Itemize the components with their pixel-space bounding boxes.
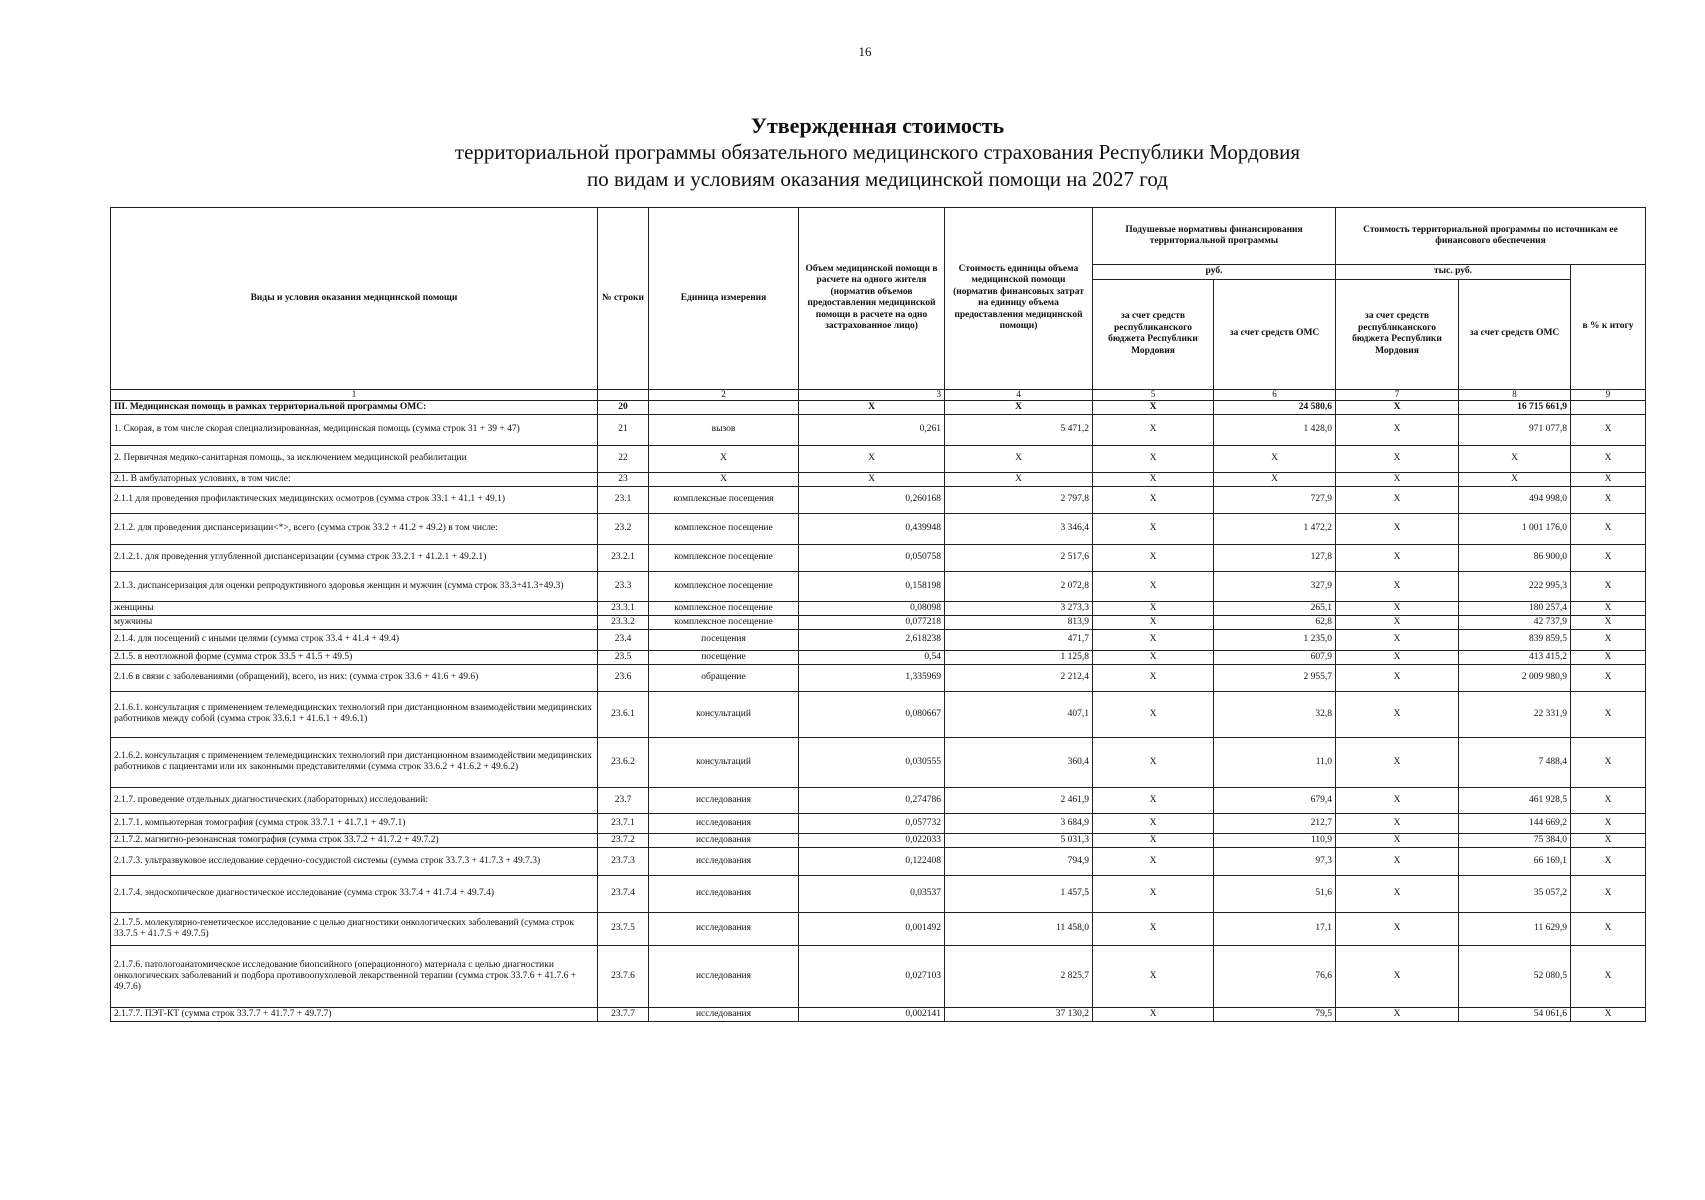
row-pc-oms: 51,6: [1214, 875, 1336, 912]
row-volume: 0,54: [799, 650, 945, 664]
table-row: [111, 486, 1646, 513]
row-name: 2. Первичная медико-санитарная помощь, за исключением медицинской реабилитации: [111, 445, 598, 472]
row-unit-cost: 3 346,4: [945, 513, 1093, 544]
row-number: 23.5: [598, 650, 649, 664]
row-unit: консультаций: [649, 737, 799, 787]
table-row: [111, 945, 1646, 1007]
row-cost-budget: X: [1336, 847, 1459, 875]
row-pc-budget: X: [1093, 513, 1214, 544]
row-name: 2.1. В амбулаторных условиях, в том числе:: [111, 472, 598, 486]
header-percent-total: в % к итогу: [1571, 265, 1646, 390]
row-number: 23.6.2: [598, 737, 649, 787]
col-number: 9: [1571, 389, 1646, 400]
row-pc-oms: 11,0: [1214, 737, 1336, 787]
row-volume: 0,050758: [799, 544, 945, 571]
col-number: [598, 389, 649, 400]
row-unit: посещения: [649, 629, 799, 650]
row-name: 2.1.7.1. компьютерная томография (сумма строк 33.7.1 + 41.7.1 + 49.7.1): [111, 813, 598, 833]
row-number: 23.7.6: [598, 945, 649, 1007]
row-cost-budget: X: [1336, 513, 1459, 544]
row-percent: X: [1571, 445, 1646, 472]
row-volume: X: [799, 400, 945, 414]
row-cost-budget: X: [1336, 813, 1459, 833]
row-volume: 0,001492: [799, 912, 945, 945]
row-cost-oms: 971 077,8: [1459, 414, 1571, 445]
table-row: [111, 650, 1646, 664]
header-per-capita-group: Подушевые нормативы финансирования территориальной программы: [1093, 208, 1336, 265]
row-percent: X: [1571, 472, 1646, 486]
table-row: [111, 544, 1646, 571]
row-unit-cost: 2 072,8: [945, 571, 1093, 601]
table-row: [111, 472, 1646, 486]
row-cost-budget: X: [1336, 486, 1459, 513]
row-number: 23: [598, 472, 649, 486]
row-unit: исследования: [649, 847, 799, 875]
row-cost-budget: X: [1336, 571, 1459, 601]
row-unit-cost: 2 797,8: [945, 486, 1093, 513]
row-name: женщины: [111, 601, 598, 615]
row-pc-oms: X: [1214, 445, 1336, 472]
table-row: [111, 912, 1646, 945]
row-pc-budget: X: [1093, 414, 1214, 445]
row-pc-budget: X: [1093, 629, 1214, 650]
row-pc-budget: X: [1093, 615, 1214, 629]
row-volume: 0,080667: [799, 691, 945, 737]
row-unit: [649, 400, 799, 414]
row-cost-budget: X: [1336, 664, 1459, 691]
row-pc-budget: X: [1093, 813, 1214, 833]
row-number: 20: [598, 400, 649, 414]
row-cost-oms: 144 669,2: [1459, 813, 1571, 833]
row-number: 23.7: [598, 787, 649, 813]
row-percent: X: [1571, 615, 1646, 629]
row-pc-oms: 17,1: [1214, 912, 1336, 945]
header-cost-budget: за счет средств республиканского бюджета Республики Мордовия: [1336, 279, 1459, 389]
row-unit: X: [649, 445, 799, 472]
row-cost-oms: 86 900,0: [1459, 544, 1571, 571]
row-percent: X: [1571, 650, 1646, 664]
row-cost-oms: 16 715 661,9: [1459, 400, 1571, 414]
row-pc-oms: X: [1214, 472, 1336, 486]
row-percent: X: [1571, 601, 1646, 615]
row-cost-budget: X: [1336, 1007, 1459, 1021]
row-unit: исследования: [649, 912, 799, 945]
header-thousand-rub: тыс. руб.: [1336, 265, 1571, 280]
row-number: 23.7.7: [598, 1007, 649, 1021]
row-unit: исследования: [649, 813, 799, 833]
row-pc-budget: X: [1093, 912, 1214, 945]
row-pc-oms: 2 955,7: [1214, 664, 1336, 691]
row-cost-oms: 839 859,5: [1459, 629, 1571, 650]
row-unit-cost: 11 458,0: [945, 912, 1093, 945]
row-percent: X: [1571, 414, 1646, 445]
row-unit-cost: 360,4: [945, 737, 1093, 787]
row-unit: комплексное посещение: [649, 615, 799, 629]
table-row: [111, 737, 1646, 787]
row-unit-cost: 407,1: [945, 691, 1093, 737]
row-cost-oms: 461 928,5: [1459, 787, 1571, 813]
table-row: [111, 445, 1646, 472]
row-name: 2.1.7.3. ультразвуковое исследование сердечно-сосудистой системы (сумма строк 33.7.3 + 41.7.3 + 49.7.3): [111, 847, 598, 875]
row-pc-oms: 212,7: [1214, 813, 1336, 833]
row-name: 2.1.7.2. магнитно-резонансная томография (сумма строк 33.7.2 + 41.7.2 + 49.7.2): [111, 833, 598, 847]
row-unit-cost: X: [945, 400, 1093, 414]
row-number: 23.7.1: [598, 813, 649, 833]
row-unit-cost: 2 517,6: [945, 544, 1093, 571]
row-cost-oms: 7 488,4: [1459, 737, 1571, 787]
row-cost-oms: 11 629,9: [1459, 912, 1571, 945]
row-percent: X: [1571, 1007, 1646, 1021]
table-row: [111, 629, 1646, 650]
col-number: 7: [1336, 389, 1459, 400]
row-volume: 0,077218: [799, 615, 945, 629]
page-number: 16: [858, 44, 872, 59]
row-number: 23.7.4: [598, 875, 649, 912]
row-percent: X: [1571, 664, 1646, 691]
row-name: 2.1.2. для проведения диспансеризации<*>, всего (сумма строк 33.2 + 41.2 + 49.2) в том числе:: [111, 513, 598, 544]
row-cost-oms: 22 331,9: [1459, 691, 1571, 737]
row-cost-budget: X: [1336, 833, 1459, 847]
row-unit-cost: 3 273,3: [945, 601, 1093, 615]
row-unit: консультаций: [649, 691, 799, 737]
row-number: 23.7.3: [598, 847, 649, 875]
row-name: 2.1.1 для проведения профилактических медицинских осмотров (сумма строк 33.1 + 41.1 + 49.1): [111, 486, 598, 513]
row-name: 2.1.2.1. для проведения углубленной диспансеризации (сумма строк 33.2.1 + 41.2.1 + 49.2.1): [111, 544, 598, 571]
col-number: 8: [1459, 389, 1571, 400]
row-name: 2.1.7.6. патологоанатомическое исследование биопсийного (операционного) материала с целью диагностики онкологических заболеваний и подбора противоопухолевой лекарственной терапии (сумма строк 33.7.6 + 41.7.6 + 49.7.6): [111, 945, 598, 1007]
row-cost-oms: 1 001 176,0: [1459, 513, 1571, 544]
row-pc-oms: 727,9: [1214, 486, 1336, 513]
row-percent: X: [1571, 486, 1646, 513]
table-row: [111, 813, 1646, 833]
row-pc-oms: 679,4: [1214, 787, 1336, 813]
table-row: [111, 847, 1646, 875]
row-number: 23.1: [598, 486, 649, 513]
row-pc-budget: X: [1093, 544, 1214, 571]
header-unit-cost: Стоимость единицы объема медицинской помощи (норматив финансовых затрат на единицу объема предоставления медицинской помощи): [945, 208, 1093, 390]
row-unit-cost: X: [945, 472, 1093, 486]
row-unit-cost: 5 471,2: [945, 414, 1093, 445]
row-cost-oms: 66 169,1: [1459, 847, 1571, 875]
row-cost-oms: 413 415,2: [1459, 650, 1571, 664]
row-number: 23.4: [598, 629, 649, 650]
row-cost-budget: X: [1336, 544, 1459, 571]
row-pc-budget: X: [1093, 664, 1214, 691]
row-name: 2.1.4. для посещений с иными целями (сумма строк 33.4 + 41.4 + 49.4): [111, 629, 598, 650]
row-pc-oms: 127,8: [1214, 544, 1336, 571]
row-pc-oms: 76,6: [1214, 945, 1336, 1007]
row-volume: 0,002141: [799, 1007, 945, 1021]
row-pc-oms: 24 580,6: [1214, 400, 1336, 414]
row-unit-cost: 471,7: [945, 629, 1093, 650]
row-unit-cost: 5 031,3: [945, 833, 1093, 847]
row-pc-oms: 607,9: [1214, 650, 1336, 664]
row-pc-oms: 327,9: [1214, 571, 1336, 601]
row-cost-budget: X: [1336, 629, 1459, 650]
row-pc-budget: X: [1093, 571, 1214, 601]
row-name: 2.1.6.2. консультация с применением телемедицинских технологий при дистанционном взаимодействии медицинских работников с пациентами или их законными представителями (сумма строк 33.6.2 + 41.6.2 + 49.6.2): [111, 737, 598, 787]
row-unit-cost: 813,9: [945, 615, 1093, 629]
row-cost-budget: X: [1336, 445, 1459, 472]
title-line-3: по видам и условиям оказания медицинской помощи на 2027 год: [587, 167, 1168, 191]
row-cost-budget: X: [1336, 787, 1459, 813]
row-number: 23.2.1: [598, 544, 649, 571]
row-pc-budget: X: [1093, 472, 1214, 486]
row-unit: исследования: [649, 945, 799, 1007]
header-unit: Единица измерения: [649, 208, 799, 390]
row-cost-oms: 54 061,6: [1459, 1007, 1571, 1021]
row-unit: комплексное посещение: [649, 544, 799, 571]
row-volume: 0,158198: [799, 571, 945, 601]
row-unit-cost: 3 684,9: [945, 813, 1093, 833]
row-cost-budget: X: [1336, 615, 1459, 629]
row-pc-oms: 1 428,0: [1214, 414, 1336, 445]
header-cost-group: Стоимость территориальной программы по источникам ее финансового обеспечения: [1336, 208, 1646, 265]
cost-table: [110, 207, 1646, 1022]
title-line-2: территориальной программы обязательного медицинского страхования Республики Мордовия: [454, 140, 1301, 164]
row-cost-budget: X: [1336, 414, 1459, 445]
row-volume: 2,618238: [799, 629, 945, 650]
row-cost-budget: X: [1336, 472, 1459, 486]
row-cost-oms: 2 009 980,9: [1459, 664, 1571, 691]
table-row: [111, 833, 1646, 847]
row-unit: комплексное посещение: [649, 513, 799, 544]
row-pc-oms: 79,5: [1214, 1007, 1336, 1021]
row-number: 23.7.5: [598, 912, 649, 945]
row-percent: X: [1571, 945, 1646, 1007]
row-volume: 0,260168: [799, 486, 945, 513]
row-number: 23.7.2: [598, 833, 649, 847]
row-pc-budget: X: [1093, 945, 1214, 1007]
row-unit: исследования: [649, 787, 799, 813]
row-name: 1. Скорая, в том числе скорая специализированная, медицинская помощь (сумма строк 31 + 39 + 47): [111, 414, 598, 445]
row-pc-budget: X: [1093, 875, 1214, 912]
row-unit: исследования: [649, 875, 799, 912]
row-unit-cost: 2 212,4: [945, 664, 1093, 691]
row-pc-oms: 1 235,0: [1214, 629, 1336, 650]
row-cost-budget: X: [1336, 875, 1459, 912]
row-volume: 1,335969: [799, 664, 945, 691]
row-volume: 0,027103: [799, 945, 945, 1007]
row-volume: 0,274786: [799, 787, 945, 813]
row-percent: X: [1571, 833, 1646, 847]
row-name: 2.1.6.1. консультация с применением телемедицинских технологий при дистанционном взаимодействии медицинских работников между собой (сумма строк 33.6.1 + 41.6.1 + 49.6.1): [111, 691, 598, 737]
row-cost-oms: X: [1459, 472, 1571, 486]
table-row: [111, 1007, 1646, 1021]
row-pc-oms: 110,9: [1214, 833, 1336, 847]
row-number: 23.6.1: [598, 691, 649, 737]
row-cost-budget: X: [1336, 737, 1459, 787]
row-percent: X: [1571, 691, 1646, 737]
row-percent: X: [1571, 571, 1646, 601]
row-percent: X: [1571, 875, 1646, 912]
row-pc-budget: X: [1093, 650, 1214, 664]
row-cost-budget: X: [1336, 650, 1459, 664]
row-number: 23.2: [598, 513, 649, 544]
row-pc-budget: X: [1093, 445, 1214, 472]
row-pc-budget: X: [1093, 847, 1214, 875]
row-number: 21: [598, 414, 649, 445]
row-volume: 0,122408: [799, 847, 945, 875]
row-unit-cost: X: [945, 445, 1093, 472]
row-name: III. Медицинская помощь в рамках территориальной программы ОМС:: [111, 400, 598, 414]
row-pc-budget: X: [1093, 691, 1214, 737]
row-name: 2.1.7.7. ПЭТ-КТ (сумма строк 33.7.7 + 41.7.7 + 49.7.7): [111, 1007, 598, 1021]
row-cost-oms: 42 737,9: [1459, 615, 1571, 629]
row-cost-oms: 52 080,5: [1459, 945, 1571, 1007]
row-percent: X: [1571, 847, 1646, 875]
header-pc-budget: за счет средств республиканского бюджета Республики Мордовия: [1093, 279, 1214, 389]
row-pc-budget: X: [1093, 833, 1214, 847]
row-cost-oms: 494 998,0: [1459, 486, 1571, 513]
table-row: [111, 787, 1646, 813]
row-unit: обращение: [649, 664, 799, 691]
table-row: [111, 571, 1646, 601]
row-unit-cost: 794,9: [945, 847, 1093, 875]
header-cost-oms: за счет средств ОМС: [1459, 279, 1571, 389]
row-volume: X: [799, 445, 945, 472]
row-pc-budget: X: [1093, 787, 1214, 813]
row-percent: X: [1571, 813, 1646, 833]
row-volume: 0,439948: [799, 513, 945, 544]
col-number: 4: [945, 389, 1093, 400]
table-row: [111, 691, 1646, 737]
row-name: 2.1.3. диспансеризация для оценки репродуктивного здоровья женщин и мужчин (сумма строк 33.3+41.3+49.3): [111, 571, 598, 601]
row-unit-cost: 37 130,2: [945, 1007, 1093, 1021]
row-number: 23.3: [598, 571, 649, 601]
table-row: [111, 664, 1646, 691]
row-percent: X: [1571, 737, 1646, 787]
row-percent: X: [1571, 513, 1646, 544]
col-number: 3: [799, 389, 945, 400]
row-name: 2.1.7.4. эндоскопическое диагностическое исследование (сумма строк 33.7.4 + 41.7.4 + 49.7.4): [111, 875, 598, 912]
row-unit: вызов: [649, 414, 799, 445]
col-number: 5: [1093, 389, 1214, 400]
col-number: 1: [111, 389, 598, 400]
row-pc-oms: 97,3: [1214, 847, 1336, 875]
row-volume: 0,08098: [799, 601, 945, 615]
row-pc-budget: X: [1093, 601, 1214, 615]
header-pc-oms: за счет средств ОМС: [1214, 279, 1336, 389]
header-volume: Объем медицинской помощи в расчете на одного жителя (норматив объемов предоставления медицинской помощи в расчете на одно застрахованное лицо): [799, 208, 945, 390]
row-unit: исследования: [649, 833, 799, 847]
row-pc-budget: X: [1093, 486, 1214, 513]
table-row: [111, 875, 1646, 912]
col-number: 2: [649, 389, 799, 400]
row-cost-budget: X: [1336, 601, 1459, 615]
row-cost-budget: X: [1336, 400, 1459, 414]
row-number: 23.3.1: [598, 601, 649, 615]
row-percent: [1571, 400, 1646, 414]
row-cost-budget: X: [1336, 945, 1459, 1007]
row-volume: 0,261: [799, 414, 945, 445]
row-name: 2.1.5. в неотложной форме (сумма строк 33.5 + 41.5 + 49.5): [111, 650, 598, 664]
row-percent: X: [1571, 629, 1646, 650]
row-percent: X: [1571, 912, 1646, 945]
header-row-no: № строки: [598, 208, 649, 390]
row-volume: 0,057732: [799, 813, 945, 833]
row-cost-oms: 180 257,4: [1459, 601, 1571, 615]
row-cost-oms: 35 057,2: [1459, 875, 1571, 912]
document-title: [0, 112, 1705, 193]
row-number: 23.3.2: [598, 615, 649, 629]
row-unit: исследования: [649, 1007, 799, 1021]
row-unit-cost: 1 125,8: [945, 650, 1093, 664]
row-cost-budget: X: [1336, 691, 1459, 737]
table-row: [111, 400, 1646, 414]
row-pc-oms: 32,8: [1214, 691, 1336, 737]
row-name: 2.1.6 в связи с заболеваниями (обращений), всего, из них: (сумма строк 33.6 + 41.6 + 49.6): [111, 664, 598, 691]
table-row: [111, 615, 1646, 629]
col-number: 6: [1214, 389, 1336, 400]
row-cost-oms: X: [1459, 445, 1571, 472]
row-cost-oms: 75 384,0: [1459, 833, 1571, 847]
row-pc-oms: 1 472,2: [1214, 513, 1336, 544]
row-number: 22: [598, 445, 649, 472]
row-volume: X: [799, 472, 945, 486]
row-pc-budget: X: [1093, 1007, 1214, 1021]
table-row: [111, 513, 1646, 544]
row-pc-oms: 62,8: [1214, 615, 1336, 629]
row-unit: X: [649, 472, 799, 486]
table-row: [111, 601, 1646, 615]
header-kinds: Виды и условия оказания медицинской помощи: [111, 208, 598, 390]
row-unit: комплексные посещения: [649, 486, 799, 513]
title-line-1: Утвержденная стоимость: [750, 113, 1005, 138]
row-cost-oms: 222 995,3: [1459, 571, 1571, 601]
row-unit-cost: 2 825,7: [945, 945, 1093, 1007]
row-volume: 0,030555: [799, 737, 945, 787]
row-name: мужчины: [111, 615, 598, 629]
row-name: 2.1.7. проведение отдельных диагностических (лабораторных) исследований:: [111, 787, 598, 813]
row-pc-budget: X: [1093, 737, 1214, 787]
row-name: 2.1.7.5. молекулярно-генетическое исследование с целью диагностики онкологических заболеваний (сумма строк 33.7.5 + 41.7.5 + 49.7.5): [111, 912, 598, 945]
row-percent: X: [1571, 787, 1646, 813]
table-row: [111, 414, 1646, 445]
row-volume: 0,022033: [799, 833, 945, 847]
row-volume: 0,03537: [799, 875, 945, 912]
row-pc-oms: 265,1: [1214, 601, 1336, 615]
row-number: 23.6: [598, 664, 649, 691]
row-unit-cost: 2 461,9: [945, 787, 1093, 813]
header-rub: руб.: [1093, 265, 1336, 280]
row-cost-budget: X: [1336, 912, 1459, 945]
row-unit: посещение: [649, 650, 799, 664]
row-unit: комплексное посещение: [649, 601, 799, 615]
row-percent: X: [1571, 544, 1646, 571]
row-unit: комплексное посещение: [649, 571, 799, 601]
row-unit-cost: 1 457,5: [945, 875, 1093, 912]
row-pc-budget: X: [1093, 400, 1214, 414]
